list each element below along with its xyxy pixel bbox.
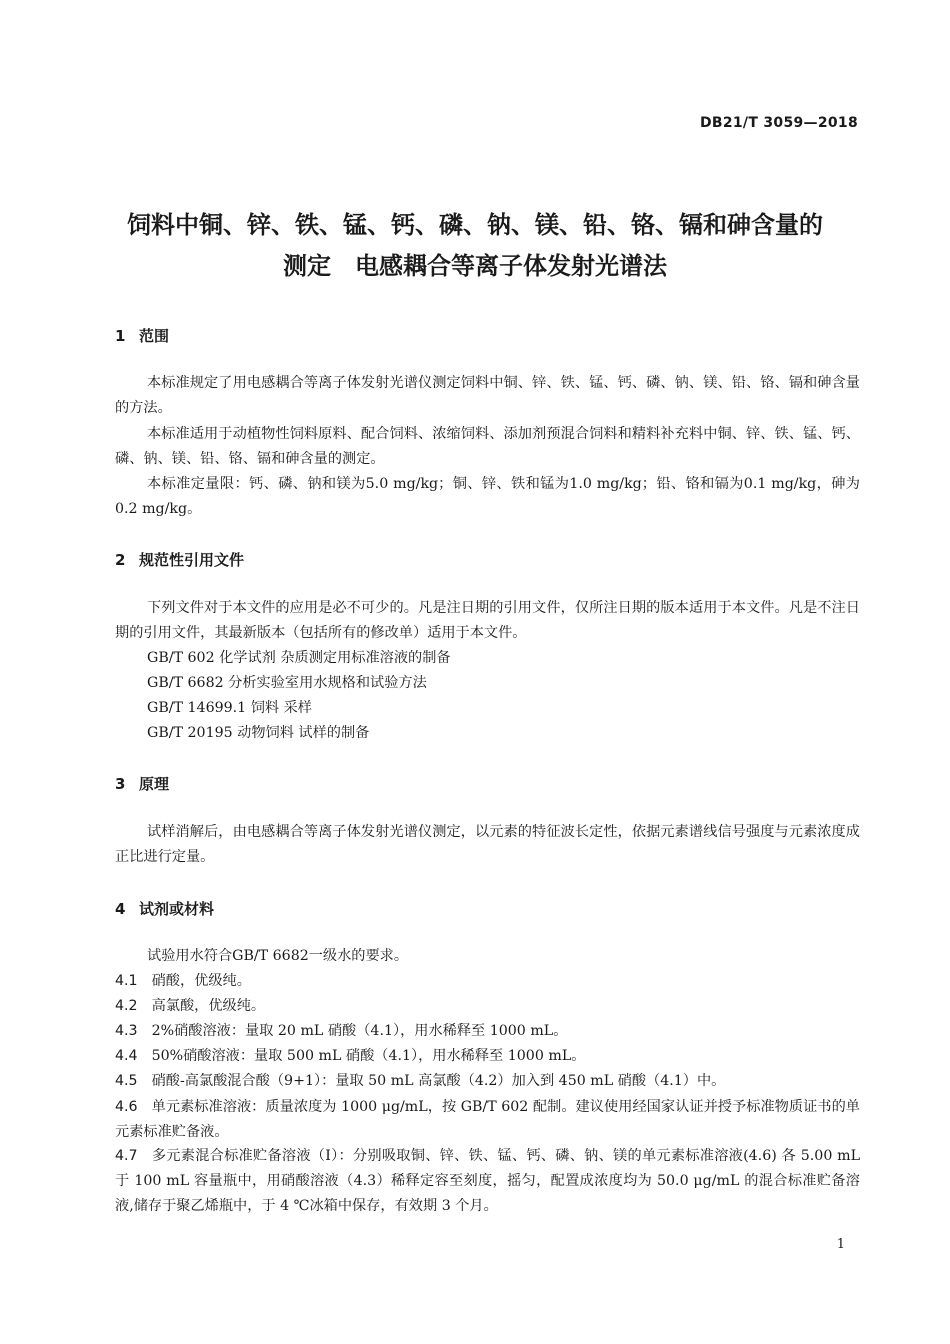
section-heading-scope (115, 325, 169, 346)
section-number: 4 (115, 900, 126, 918)
item-number: 4.4 (115, 1048, 138, 1064)
item-text: 多元素混合标准贮备溶液（Ⅰ）：分别吸取铜、锌、铁、锰、钙、磷、钠、镁的单元素标准溶液(4.6) 各 5.00 mL 于 100 mL 容量瓶中，用硝酸溶液（4.3）稀释定容至刻度，摇匀，配置成浓度均为 50.0 μg/mL 的混合标准贮备溶液,储存于聚乙烯瓶中，于 4 ℃冰箱中保存，有效期 3 个月。 (115, 1148, 860, 1214)
reagent-item (115, 1019, 860, 1044)
section-title: 规范性引用文件 (139, 551, 245, 569)
item-text: 2%硝酸溶液：量取 20 mL 硝酸（4.1），用水稀释至 1000 mL。 (151, 1023, 568, 1039)
reference-item: GB/T 20195 动物饲料 试样的制备 (147, 725, 370, 741)
section-title: 范围 (139, 327, 170, 345)
principle-paragraph: 试样消解后，由电感耦合等离子体发射光谱仪测定，以元素的特征波长定性，依据元素谱线信号强度与元素浓度成正比进行定量。 (115, 824, 860, 865)
section-number: 2 (115, 551, 126, 569)
reference-item: GB/T 602 化学试剂 杂质测定用标准溶液的制备 (147, 650, 451, 666)
reagent-item (115, 969, 860, 994)
reagent-item (115, 1095, 860, 1145)
item-text: 单元素标准溶液：质量浓度为 1000 μg/mL，按 GB/T 602 配制。建议使用经国家认证并授予标准物质证书的单元素标准贮备液。 (115, 1099, 860, 1140)
reference-item: GB/T 14699.1 饲料 采样 (147, 700, 312, 716)
scope-paragraph-2: 本标准适用于动植物性饲料原料、配合饲料、浓缩饲料、添加剂预混合饲料和精料补充料中铜、锌、铁、锰、钙、磷、钠、镁、铅、铬、镉和砷含量的测定。 (115, 426, 860, 467)
scope-paragraph-1: 本标准规定了用电感耦合等离子体发射光谱仪测定饲料中铜、锌、铁、锰、钙、磷、钠、镁、铅、铬、镉和砷含量的方法。 (115, 375, 860, 416)
item-number: 4.1 (115, 973, 138, 989)
section-number: 1 (115, 327, 126, 345)
section-heading-reagents (115, 898, 214, 919)
item-text: 50%硝酸溶液：量取 500 mL 硝酸（4.1），用水稀释至 1000 mL。 (151, 1048, 586, 1064)
item-number: 4.5 (115, 1073, 138, 1089)
reagent-item (115, 1044, 860, 1069)
reagents-intro: 试验用水符合GB/T 6682一级水的要求。 (147, 948, 409, 964)
section-title: 原理 (139, 775, 170, 793)
standard-code: DB21/T 3059—2018 (699, 115, 858, 131)
reagent-item (115, 994, 860, 1019)
references-intro: 下列文件对于本文件的应用是必不可少的。凡是注日期的引用文件，仅所注日期的版本适用于本文件。凡是不注日期的引用文件，其最新版本（包括所有的修改单）适用于本文件。 (115, 600, 860, 641)
item-number: 4.6 (115, 1099, 138, 1115)
document-title-line-2: 测定 电感耦合等离子体发射光谱法 (283, 252, 667, 280)
page-number: 1 (836, 1237, 845, 1252)
reagent-item (115, 1144, 860, 1219)
scope-paragraph-3: 本标准定量限：钙、磷、钠和镁为5.0 mg/kg；铜、锌、铁和锰为1.0 mg/kg；铅、铬和镉为0.1 mg/kg，砷为0.2 mg/kg。 (115, 476, 860, 517)
section-title: 试剂或材料 (139, 900, 215, 918)
section-number: 3 (115, 775, 126, 793)
item-text: 硝酸-高氯酸混合酸（9+1）：量取 50 mL 高氯酸（4.2）加入到 450 mL 硝酸（4.1）中。 (151, 1073, 726, 1089)
reagent-item (115, 1069, 860, 1094)
item-number: 4.3 (115, 1023, 138, 1039)
item-number: 4.7 (115, 1148, 138, 1164)
section-heading-principle (115, 773, 169, 794)
item-number: 4.2 (115, 998, 138, 1014)
reference-item: GB/T 6682 分析实验室用水规格和试验方法 (147, 675, 427, 691)
item-text: 硝酸，优级纯。 (151, 973, 251, 989)
document-title-line-1: 饲料中铜、锌、铁、锰、钙、磷、钠、镁、铅、铬、镉和砷含量的 (127, 211, 823, 239)
section-heading-references (115, 549, 244, 570)
item-text: 高氯酸，优级纯。 (151, 998, 266, 1014)
